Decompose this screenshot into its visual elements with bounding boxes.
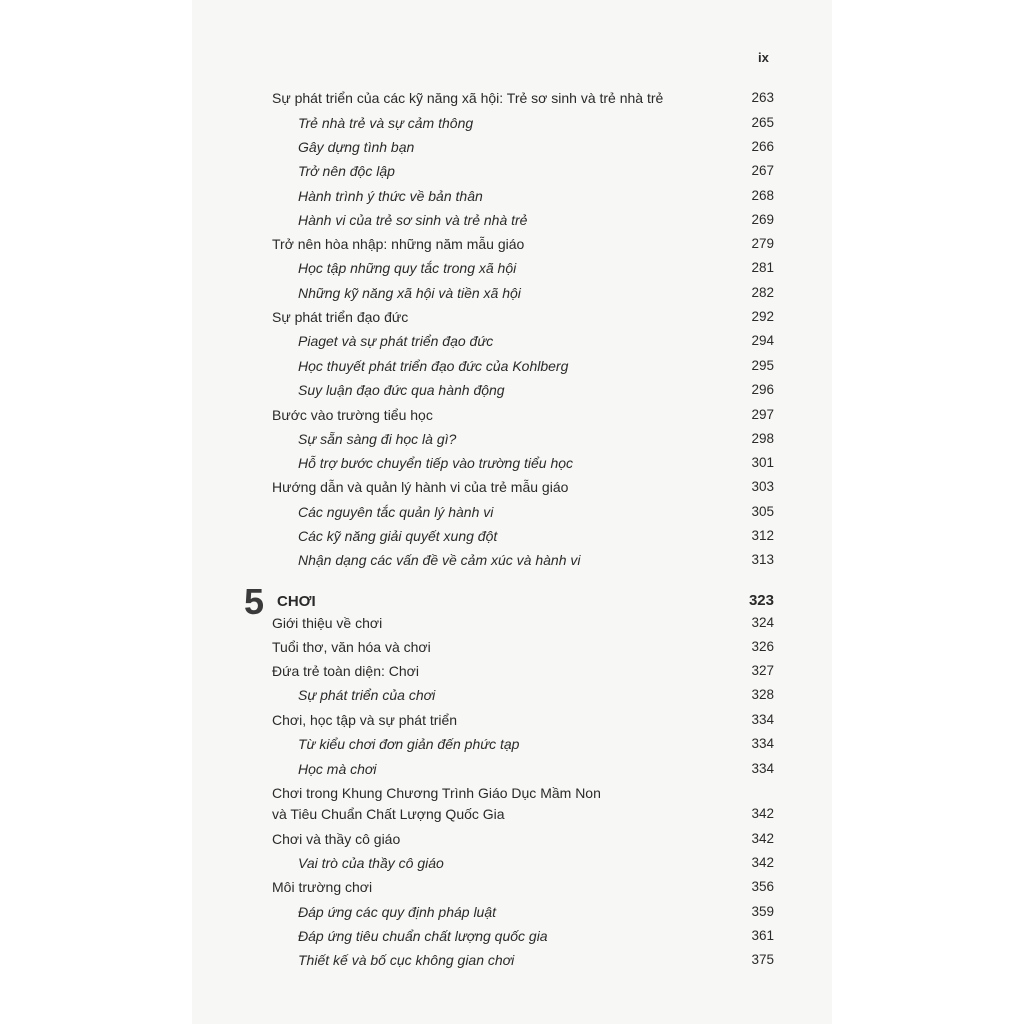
toc-entry-title: Hướng dẫn và quản lý hành vi của trẻ mẫu giáo <box>272 479 569 495</box>
toc-entry <box>192 356 832 378</box>
toc-entry-page-number: 297 <box>751 407 774 422</box>
toc-entry <box>192 661 832 683</box>
toc-entry-page-number: 313 <box>751 552 774 567</box>
toc-entry-page-number: 326 <box>751 639 774 654</box>
toc-entry-page-number: 375 <box>751 952 774 967</box>
toc-entry-title: Đáp ứng tiêu chuẩn chất lượng quốc gia <box>298 928 548 944</box>
toc-entry-title-continued: và Tiêu Chuẩn Chất Lượng Quốc Gia <box>272 806 505 822</box>
toc-entry-title: Sự phát triển của chơi <box>298 687 436 703</box>
table-of-contents <box>192 0 832 1024</box>
toc-entry-title: Đứa trẻ toàn diện: Chơi <box>272 663 419 679</box>
toc-entry <box>192 380 832 402</box>
toc-entry <box>192 161 832 183</box>
toc-entry-title: Nhận dạng các vấn đề về cảm xúc và hành vi <box>298 552 581 568</box>
toc-entry-page-number: 312 <box>751 528 774 543</box>
toc-entry <box>192 783 832 827</box>
toc-entry-title: Bước vào trường tiểu học <box>272 407 433 423</box>
book-page <box>192 0 832 1024</box>
toc-entry-title: Suy luận đạo đức qua hành động <box>298 382 505 398</box>
toc-entry-title: Học tập những quy tắc trong xã hội <box>298 260 517 276</box>
toc-entry <box>192 759 832 781</box>
toc-entry-page-number: 324 <box>751 615 774 630</box>
toc-entry-page-number: 268 <box>751 188 774 203</box>
toc-entry-page-number: 361 <box>751 928 774 943</box>
toc-entry <box>192 307 832 329</box>
toc-entry-page-number: 269 <box>751 212 774 227</box>
toc-entry-page-number: 265 <box>751 115 774 130</box>
toc-entry-page-number: 281 <box>751 260 774 275</box>
toc-entry-title: Hành trình ý thức về bản thân <box>298 188 483 204</box>
toc-entry <box>192 88 832 110</box>
toc-entry-title: Từ kiểu chơi đơn giản đến phức tạp <box>298 736 520 752</box>
toc-entry <box>192 877 832 899</box>
toc-entry-page-number: 342 <box>751 855 774 870</box>
toc-entry-page-number: 282 <box>751 285 774 300</box>
toc-entry <box>192 550 832 572</box>
toc-entry-page-number: 327 <box>751 663 774 678</box>
toc-entry-title: Chơi và thầy cô giáo <box>272 831 401 847</box>
toc-entry-title: Hành vi của trẻ sơ sinh và trẻ nhà trẻ <box>298 212 528 228</box>
toc-entry <box>192 902 832 924</box>
toc-entry-title: Hỗ trợ bước chuyển tiếp vào trường tiểu học <box>298 455 574 471</box>
toc-entry-page-number: 334 <box>751 712 774 727</box>
toc-entry-page-number: 356 <box>751 879 774 894</box>
toc-entry-title: Thiết kế và bố cục không gian chơi <box>298 952 515 968</box>
toc-entry <box>192 331 832 353</box>
toc-entry <box>192 710 832 732</box>
toc-entry-title: Gây dựng tình bạn <box>298 139 415 155</box>
toc-entry-page-number: 267 <box>751 163 774 178</box>
toc-entry <box>192 186 832 208</box>
toc-entry-title: Các kỹ năng giải quyết xung đột <box>298 528 498 544</box>
toc-entry-title: Piaget và sự phát triển đạo đức <box>298 333 494 349</box>
toc-entry <box>192 685 832 707</box>
toc-entry-title: Sự phát triển đạo đức <box>272 309 409 325</box>
toc-entry <box>192 526 832 548</box>
toc-entry-title: Các nguyên tắc quản lý hành vi <box>298 504 494 520</box>
toc-entry-page-number: 359 <box>751 904 774 919</box>
toc-entry <box>192 477 832 499</box>
toc-entry-title: Trở nên độc lập <box>298 163 395 179</box>
toc-entry <box>192 950 832 972</box>
toc-entry <box>192 258 832 280</box>
toc-entry <box>192 453 832 475</box>
toc-entry-page-number: 342 <box>751 831 774 846</box>
toc-entry-page-number: 328 <box>751 687 774 702</box>
toc-entry-page-number: 296 <box>751 382 774 397</box>
toc-entry <box>192 829 832 851</box>
toc-entry-title: Trở nên hòa nhập: những năm mẫu giáo <box>272 236 525 252</box>
toc-entry <box>192 502 832 524</box>
toc-entry <box>192 429 832 451</box>
toc-entry <box>192 926 832 948</box>
toc-entry-title: Đáp ứng các quy định pháp luật <box>298 904 497 920</box>
toc-entry-title: Vai trò của thầy cô giáo <box>298 855 444 871</box>
toc-entry-page-number: 303 <box>751 479 774 494</box>
toc-entry-page-number: 279 <box>751 236 774 251</box>
chapter-title: CHƠI <box>277 593 316 610</box>
toc-entry <box>192 137 832 159</box>
toc-entry <box>192 234 832 256</box>
toc-entry-title: Học thuyết phát triển đạo đức của Kohlberg <box>298 358 569 374</box>
toc-entry-page-number: 298 <box>751 431 774 446</box>
toc-entry-title: Giới thiệu về chơi <box>272 615 383 631</box>
toc-entry-title: Trẻ nhà trẻ và sự cảm thông <box>298 115 474 131</box>
toc-entry <box>192 637 832 659</box>
toc-entry-title: Những kỹ năng xã hội và tiền xã hội <box>298 285 521 301</box>
chapter-page-number: 323 <box>748 592 774 609</box>
toc-entry-title: Chơi, học tập và sự phát triển <box>272 712 458 728</box>
toc-entry-title: Tuổi thơ, văn hóa và chơi <box>272 639 431 655</box>
toc-entry-title: Chơi trong Khung Chương Trình Giáo Dục Mầm Non <box>272 785 601 801</box>
toc-entry <box>192 405 832 427</box>
chapter-number: 5 <box>244 581 265 622</box>
toc-entry <box>192 853 832 875</box>
toc-entry-page-number: 334 <box>751 736 774 751</box>
toc-entry <box>192 734 832 756</box>
toc-entry <box>192 613 832 635</box>
page-folio: ix <box>758 50 769 65</box>
toc-entry-page-number: 342 <box>751 806 774 821</box>
toc-entry-title: Sự sẵn sàng đi học là gì? <box>298 431 457 447</box>
toc-entry-page-number: 301 <box>751 455 774 470</box>
toc-entry-page-number: 305 <box>751 504 774 519</box>
toc-entry-page-number: 295 <box>751 358 774 373</box>
toc-entry-page-number: 266 <box>751 139 774 154</box>
toc-entry <box>192 283 832 305</box>
toc-entry-title: Sự phát triển của các kỹ năng xã hội: Trẻ sơ sinh và trẻ nhà trẻ <box>272 90 664 106</box>
toc-entry-page-number: 263 <box>751 90 774 105</box>
toc-entry <box>192 113 832 135</box>
toc-entry-page-number: 334 <box>751 761 774 776</box>
toc-entry-page-number: 292 <box>751 309 774 324</box>
toc-entry <box>192 210 832 232</box>
toc-entry-page-number: 294 <box>751 333 774 348</box>
toc-entry-title: Học mà chơi <box>298 761 377 777</box>
toc-entry-title: Môi trường chơi <box>272 879 373 895</box>
